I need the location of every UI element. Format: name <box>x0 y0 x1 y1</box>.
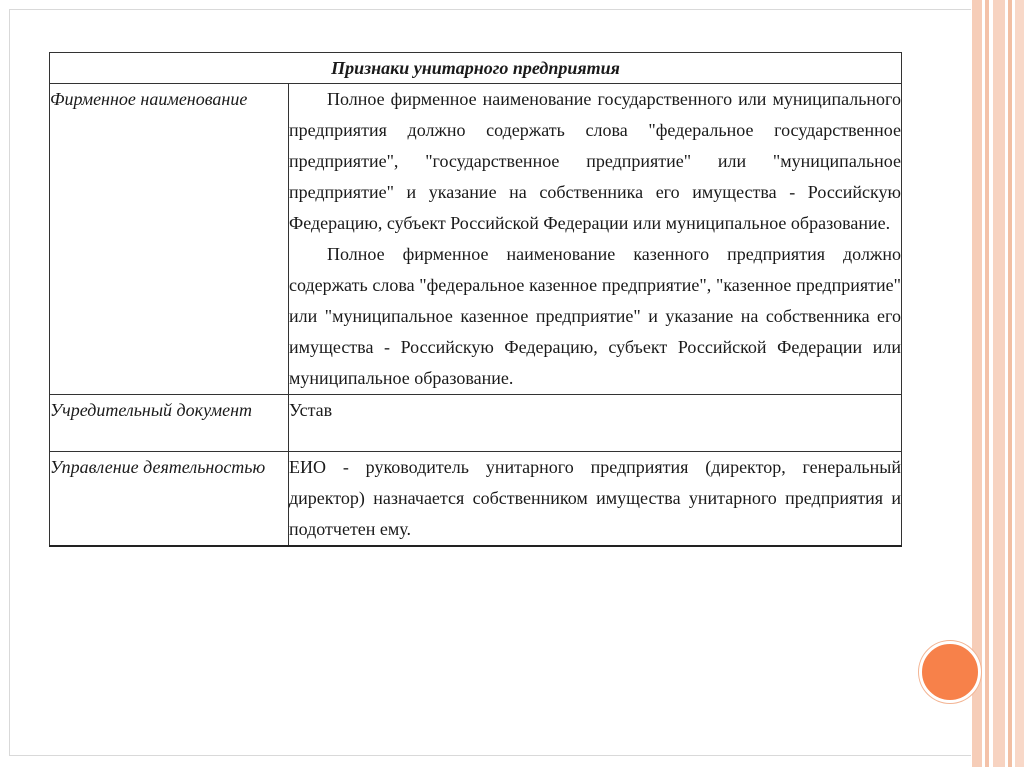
table-title: Признаки унитарного предприятия <box>50 53 902 84</box>
decor-stripe <box>1008 0 1012 767</box>
decor-stripe <box>985 0 989 767</box>
table-row <box>50 452 902 547</box>
row-content-founding-document: Устав <box>289 395 902 452</box>
row-label-management: Управление деятельностью <box>50 452 289 547</box>
decor-circle <box>919 641 981 703</box>
table-row <box>50 395 902 452</box>
decor-stripe <box>1015 0 1024 767</box>
features-table <box>49 52 902 547</box>
row-content-firm-name <box>289 84 902 395</box>
table-header-row <box>50 53 902 84</box>
decor-stripe <box>993 0 1005 767</box>
row-label-firm-name: Фирменное наименование <box>50 84 289 395</box>
table-row <box>50 84 902 395</box>
paragraph: Полное фирменное наименование государственного или муниципального предприятия должно содержать слова "федеральное государственное предприятие", "государственное предприятие" или "муниципальное предприятие" и указание на собственника его имущества - Российскую Федерацию, субъект Российской Федерации или муниципальное образование. <box>289 89 901 233</box>
paragraph: Полное фирменное наименование казенного предприятия должно содержать слова "федеральное казенное предприятие", "казенное предприятие" или "муниципальное казенное предприятие" и указание на собственника его имущества - Российскую Федерацию, субъект Российской Федерации или муниципальное образование. <box>289 244 901 388</box>
row-label-founding-document: Учредительный документ <box>50 395 289 452</box>
row-content-management: ЕИО - руководитель унитарного предприятия (директор, генеральный директор) назначается собственником имущества унитарного предприятия и подотчетен ему. <box>289 452 902 547</box>
